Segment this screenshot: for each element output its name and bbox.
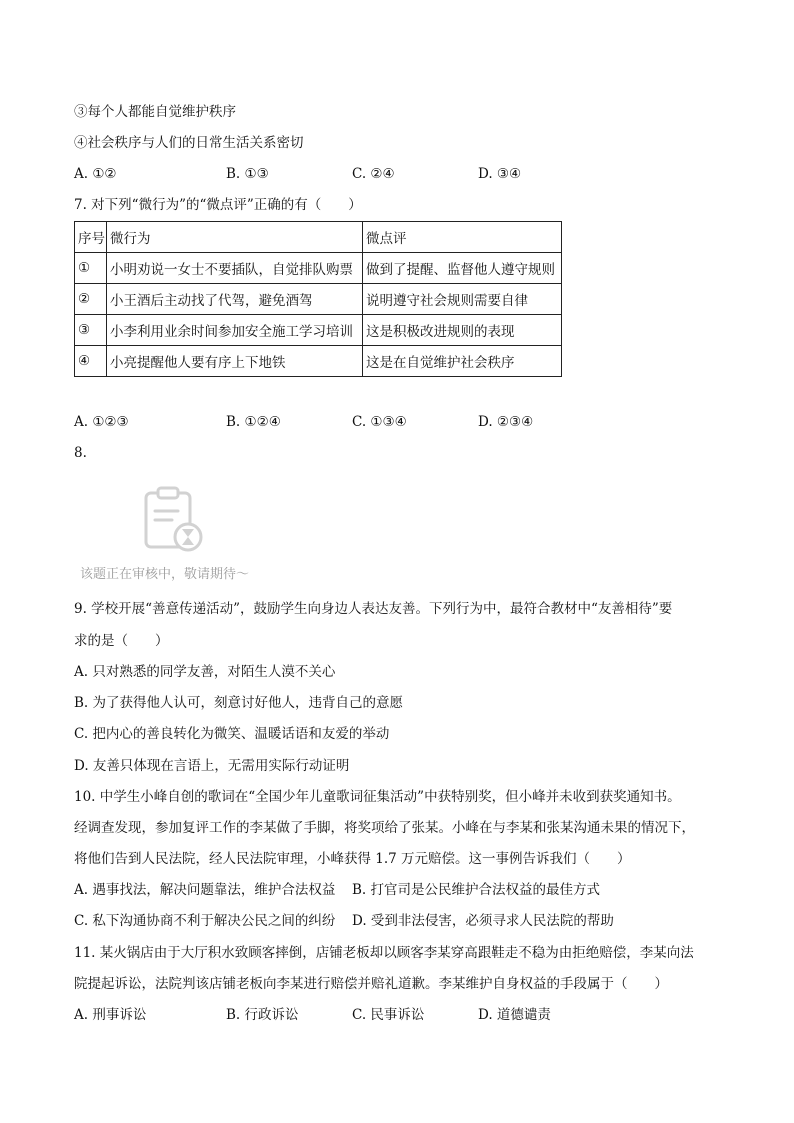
q6-statement-3: ③每个人都能自觉维护秩序 [74,104,236,120]
q11-option-c[interactable]: C. 民事诉讼 [352,1007,425,1023]
q11-option-d[interactable]: D. 道德谴责 [478,1007,551,1023]
table-header-cell: 微点评 [363,222,562,253]
q9-option-c[interactable]: C. 把内心的善良转化为微笑、温暖话语和友爱的举动 [74,726,390,742]
clipboard-hourglass-icon [140,483,210,553]
q10-stem-line-2: 经调查发现，参加复评工作的李某做了手脚，将奖项给了张某。小峰在与李某和张某沟通未果的情况下， [74,820,695,836]
table-cell: ③ [75,315,107,346]
table-row [75,284,562,315]
q10-stem-line-3: 将他们告到人民法院，经人民法院审理，小峰获得 1.7 万元赔偿。这一事例告诉我们（ ） [74,851,631,867]
q9-option-a[interactable]: A. 只对熟悉的同学友善，对陌生人漠不关心 [74,664,336,680]
q10-option-b[interactable]: B. 打官司是公民维护合法权益的最佳方式 [352,882,601,898]
table-cell: 这是在自觉维护社会秩序 [363,346,562,377]
q10-options-row-2 [74,912,694,930]
q7-table [74,221,562,377]
q11-options [74,1006,634,1024]
q6-option-c[interactable]: C. ②④ [352,166,395,182]
q11-option-b[interactable]: B. 行政诉讼 [226,1007,299,1023]
q11-stem-line-1: 11. 某火锅店由于大厅积水致顾客摔倒，店铺老板却以顾客李某穿高跟鞋走不稳为由拒绝赔偿，李某向法 [74,945,694,961]
table-cell: 小李利用业余时间参加安全施工学习培训 [107,315,363,346]
table-cell: 小王酒后主动找了代驾，避免酒驾 [107,284,363,315]
q9-stem-line-2: 求的是（ ） [74,633,169,649]
q9-stem-line-1: 9. 学校开展“善意传递活动”，鼓励学生向身边人表达友善。下列行为中，最符合教材中“友善相待”要 [74,601,673,617]
table-cell: 小亮提醒他人要有序上下地铁 [107,346,363,377]
table-header-row [75,222,562,253]
q6-options [74,165,634,183]
table-cell: 小明劝说一女士不要插队，自觉排队购票 [107,253,363,284]
q10-options-row-1 [74,881,694,899]
q6-statement-4: ④社会秩序与人们的日常生活关系密切 [74,135,304,151]
q8-placeholder [80,483,270,583]
table-header-cell: 序号 [75,222,107,253]
table-cell: ④ [75,346,107,377]
q7-option-d[interactable]: D. ②③④ [478,414,534,430]
q9-option-d[interactable]: D. 友善只体现在言语上，无需用实际行动证明 [74,758,350,774]
table-cell: ① [75,253,107,284]
table-cell: ② [75,284,107,315]
q11-option-a[interactable]: A. 刑事诉讼 [74,1007,147,1023]
q7-option-c[interactable]: C. ①③④ [352,414,407,430]
table-cell: 说明遵守社会规则需要自律 [363,284,562,315]
q10-stem-line-1: 10. 中学生小峰自创的歌词在“全国少年儿童歌词征集活动”中获特别奖，但小峰并未收到获奖通知书。 [74,789,681,805]
q6-option-d[interactable]: D. ③④ [478,166,522,182]
q7-option-b[interactable]: B. ①②④ [226,414,281,430]
table-row [75,315,562,346]
q7-options [74,413,634,431]
q7-option-a[interactable]: A. ①②③ [74,414,129,430]
q10-option-a[interactable]: A. 遇事找法，解决问题靠法，维护合法权益 [74,882,336,898]
table-row [75,346,562,377]
table-header-cell: 微行为 [107,222,363,253]
q10-option-c[interactable]: C. 私下沟通协商不利于解决公民之间的纠纷 [74,913,336,929]
table-cell: 做到了提醒、监督他人遵守规则 [363,253,562,284]
q8-number: 8. [74,445,87,461]
q10-option-d[interactable]: D. 受到非法侵害，必须寻求人民法院的帮助 [352,913,614,929]
q6-option-b[interactable]: B. ①③ [226,166,269,182]
table-row [75,253,562,284]
q6-option-a[interactable]: A. ①② [74,166,117,182]
q9-option-b[interactable]: B. 为了获得他人认可，刻意讨好他人，违背自己的意愿 [74,695,404,711]
q7-stem: 7. 对下列“微行为”的“微点评”正确的有（ ） [74,197,362,213]
q11-stem-line-2: 院提起诉讼，法院判该店铺老板向李某进行赔偿并赔礼道歉。李某维护自身权益的手段属于（ ） [74,976,668,992]
table-cell: 这是积极改进规则的表现 [363,315,562,346]
q8-placeholder-text: 该题正在审核中，敬请期待～ [80,567,250,582]
